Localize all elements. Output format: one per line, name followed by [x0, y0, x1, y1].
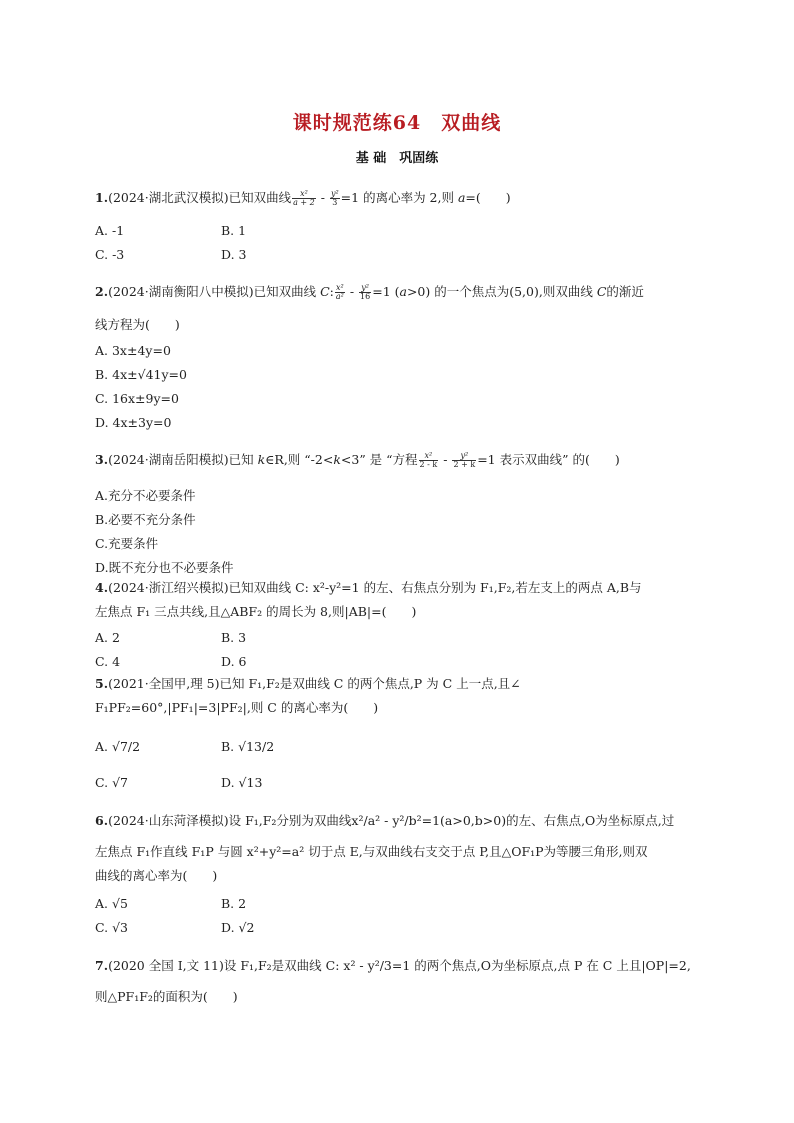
fraction: $\frac{\text{y²}}{3}$: [330, 189, 339, 207]
fraction: $\frac{\text{x²}}{2 - k}$: [419, 451, 438, 469]
question-5-option-d: D. √13: [221, 775, 263, 790]
question-3-option-d: D.既不充分也不必要条件: [95, 560, 234, 575]
question-5-option-b: B. √13/2: [221, 739, 275, 754]
question-2-option-a: A. 3x±4y=0: [95, 343, 171, 358]
question-4-option-c: C. 4: [95, 654, 121, 669]
section-heading: 基 础 巩固练: [355, 151, 439, 166]
fraction: $\frac{\text{x²}}{a + 2}$: [293, 189, 315, 207]
question-6-option-b: B. 2: [221, 896, 247, 911]
question-2-option-c: C. 16x±9y=0: [95, 391, 179, 406]
question-1-option-b: B. 1: [221, 223, 247, 238]
question-2-option-d: D. 4x±3y=0: [95, 415, 172, 430]
question-6-stem-line2: 左焦点 F₁作直线 F₁P 与圆 x²+y²=a² 切于点 E,与双曲线右支交于点 P,且△OF₁P为等腰三角形,则双: [95, 844, 648, 859]
fraction: $\frac{\text{x²}}{\text{a²}}$: [335, 283, 344, 301]
question-6-stem-line1: 6.(2024·山东菏泽模拟)设 F₁,F₂分别为双曲线x²/a² - y²/b²=1(a>0,b>0)的左、右焦点,O为坐标原点,过: [95, 813, 675, 828]
question-6-option-a: A. √5: [95, 896, 128, 911]
question-5-stem-line2: F₁PF₂=60°,|PF₁|=3|PF₂|,则 C 的离心率为( ): [95, 700, 379, 715]
fraction: $\frac{\text{y²}}{16}$: [360, 283, 371, 301]
question-4-option-b: B. 3: [221, 630, 247, 645]
question-7-stem-line1: 7.(2020 全国 Ⅰ,文 11)设 F₁,F₂是双曲线 C: x² - y²/3=1 的两个焦点,O为坐标原点,点 P 在 C 上且|OP|=2,: [95, 958, 691, 973]
question-4-option-d: D. 6: [221, 654, 247, 669]
question-1-stem: 1.(2024·湖北武汉模拟)已知双曲线 $\frac{\text{x²}}{a + 2}$ - $\frac{\text{y²}}{3}$ =1 的离心率为 2,则 a=( ): [95, 189, 511, 207]
question-2-option-b: B. 4x±√41y=0: [95, 367, 187, 382]
question-5-stem-line1: 5.(2021·全国甲,理 5)已知 F₁,F₂是双曲线 C 的两个焦点,P 为 C 上一点,且∠: [95, 676, 521, 691]
question-3-option-c: C.充要条件: [95, 536, 159, 551]
question-2-stem-line2: 线方程为( ): [95, 317, 180, 332]
page-title: 课时规范练64 双曲线: [292, 112, 502, 134]
question-1-option-d: D. 3: [221, 247, 247, 262]
question-6-option-d: D. √2: [221, 920, 255, 935]
question-5-option-c: C. √7: [95, 775, 128, 790]
question-6-option-c: C. √3: [95, 920, 128, 935]
fraction: $\frac{\text{y²}}{2 + k}$: [453, 451, 476, 469]
question-3-option-a: A.充分不必要条件: [95, 488, 196, 503]
question-3-stem: 3.(2024·湖南岳阳模拟)已知 k∈R,则 “-2<k<3” 是 “方程 $\frac{\text{x²}}{2 - k}$ - $\frac{\text{y²}}{2 + k}$ =1 表示双曲线” 的( ): [95, 451, 620, 469]
question-7-stem-line2: 则△PF₁F₂的面积为( ): [95, 989, 238, 1004]
question-4-option-a: A. 2: [95, 630, 120, 645]
question-5-option-a: A. √7/2: [95, 739, 141, 754]
question-2-stem-line1: 2.(2024·湖南衡阳八中模拟)已知双曲线 C: $\frac{\text{x²}}{\text{a²}}$ - $\frac{\text{y²}}{16}$ =1 (a>0) 的一个焦点为(5,0),则双曲线 C的渐近: [95, 283, 644, 301]
question-6-stem-line3: 曲线的离心率为( ): [95, 868, 218, 883]
question-3-option-b: B.必要不充分条件: [95, 512, 196, 527]
question-4-stem-line2: 左焦点 F₁ 三点共线,且△ABF₂ 的周长为 8,则|AB|=( ): [95, 604, 417, 619]
question-1-option-a: A. -1: [95, 223, 125, 238]
question-4-stem-line1: 4.(2024·浙江绍兴模拟)已知双曲线 C: x²-y²=1 的左、右焦点分别为 F₁,F₂,若左支上的两点 A,B与: [95, 580, 642, 595]
question-1-option-c: C. -3: [95, 247, 125, 262]
